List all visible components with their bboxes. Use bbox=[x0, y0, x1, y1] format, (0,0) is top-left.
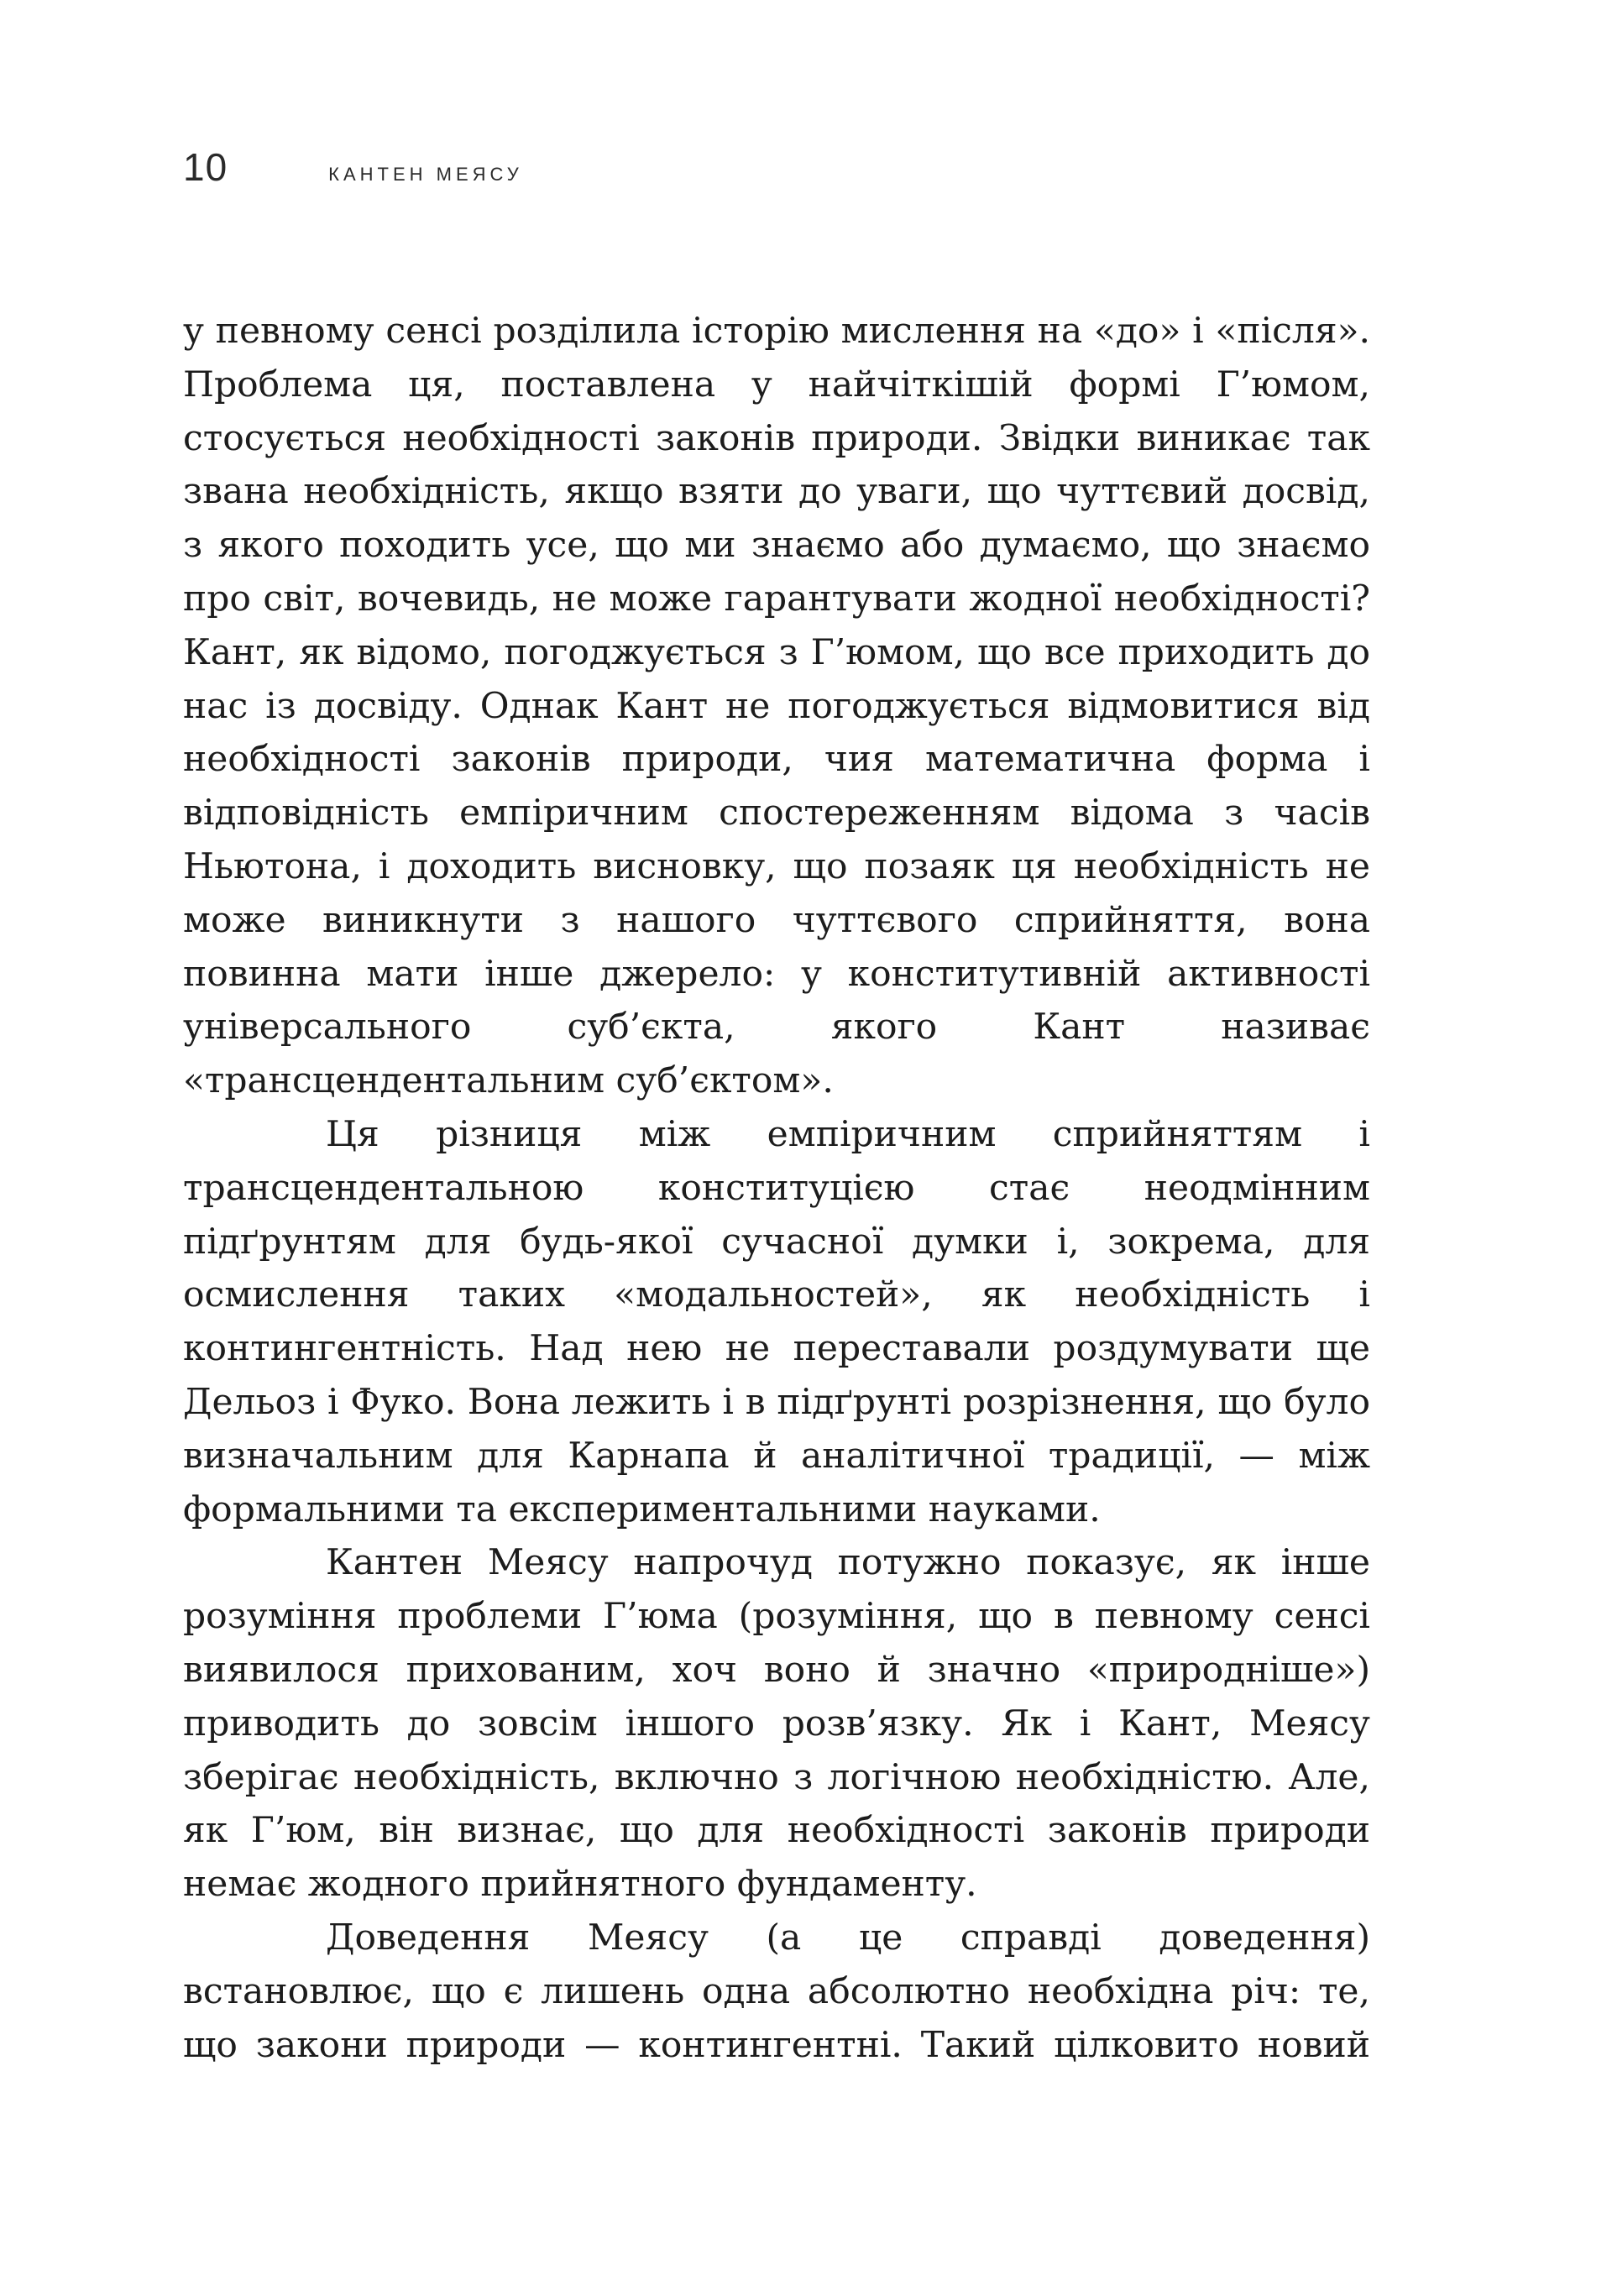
page-number: 10 bbox=[183, 145, 228, 189]
running-title: КАНТЕН МЕЯСУ bbox=[328, 164, 523, 185]
paragraph-4: Доведення Меясу (а це справді доведення) встановлює, що є лишень одна абсолютно необхідна річ: те, що закони природи — контингентні. Такий цілковито новий bbox=[183, 1916, 1370, 2065]
body-text bbox=[183, 304, 1370, 2071]
paragraph-1: у певному сенсі розділила історію мислення на «до» і «після». Проблема ця, поставлена у найчіткішій формі Г’юмом, стосується необхідності законів природи. Звідки виникає так звана необхідність, якщо взяти до уваги, що чуттєвий досвід, з якого походить усе, що ми знаємо або думаємо, що знаємо про світ, вочевидь, не може гарантувати жодної необхідності? Кант, як відомо, погоджується з Г’юмом, що все приходить до нас із досвіду. Однак Кант не погоджується відмовитися від необхідності законів природи, чия математична форма і відповідність емпіричним спостереженням відома з часів Ньютона, і доходить висновку, що позаяк ця необхідність не може виникнути з нашого чуттєвого сприйняття, вона повинна мати інше джерело: у конститутивній активності універсального суб’єкта, якого Кант називає «трансцендентальним суб’єктом». bbox=[183, 310, 1370, 1101]
paragraph-3: Кантен Меясу напрочуд потужно показує, як інше розуміння проблеми Г’юма (розуміння, що в певному сенсі виявилося прихованим, хоч воно й значно «природніше») приводить до зовсім іншого розв’язку. Як і Кант, Меясу зберігає необхідність, включно з логічною необхідністю. Але, як Г’юм, він визнає, що для необхідності законів природи немає жодного прийнятного фундаменту. bbox=[183, 1541, 1370, 1905]
paragraph-2: Ця різниця між емпіричним сприйняттям і трансцендентальною конституцією стає неодмінним підґрунтям для будь-якої сучасної думки і, зокрема, для осмислення таких «модальностей», як необхідність і контингентність. Над нею не переставали роздумувати ще Дельоз і Фуко. Вона лежить і в підґрунті розрізнення, що було визначальним для Карнапа й аналітичної традиції, — між формальними та експериментальними науками. bbox=[183, 1112, 1370, 1530]
running-header bbox=[183, 144, 523, 195]
